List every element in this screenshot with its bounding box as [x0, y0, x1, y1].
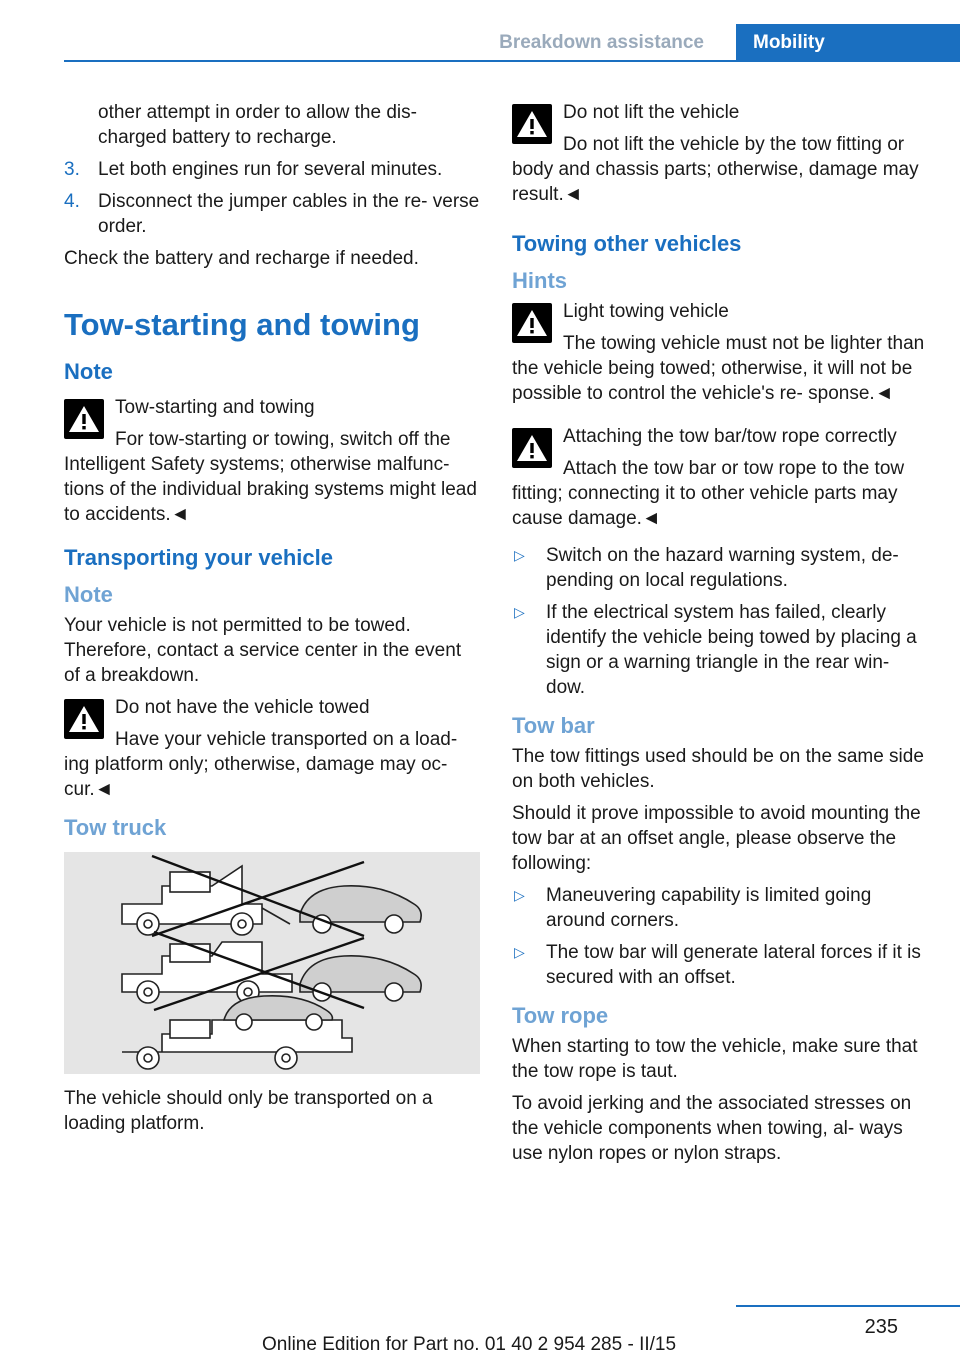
bullet-triangle-icon: ▷ [514, 887, 525, 903]
list-item-text: If the electrical system has failed, clearly identify the vehicle being towed by placing a sign or a warning triangle in the rear win‐ dow. [546, 602, 917, 698]
tow-truck-illustration [64, 852, 480, 1074]
check-battery-text: Check the battery and recharge if needed. [64, 248, 419, 269]
warning-triangle-icon [512, 104, 552, 144]
warning-body: Do not lift the vehicle by the tow fitting or body and chassis parts; otherwise, damage may result.◄ [512, 134, 919, 205]
tow-rope-heading: Tow rope [512, 1003, 609, 1028]
warning-title: Do not lift the vehicle [563, 102, 740, 123]
tow-rope-text: To avoid jerking and the associated stresses on the vehicle components when towing, al‐ ways use nylon ropes or nylon straps. [512, 1093, 912, 1164]
figure-caption: The vehicle should only be transported on a loading platform. [64, 1088, 433, 1134]
towing-hints-list [512, 543, 928, 700]
right-column [512, 100, 928, 1173]
transport-note-heading: Note [64, 582, 113, 607]
step-item [64, 157, 480, 182]
bullet-triangle-icon: ▷ [514, 944, 525, 960]
left-column [64, 100, 480, 1143]
tow-rope-text: When starting to tow the vehicle, make sure that the tow rope is taut. [512, 1036, 918, 1082]
edition-footer: Online Edition for Part no. 01 40 2 954 285 - II/15 [262, 1334, 677, 1355]
tow-bar-heading: Tow bar [512, 713, 595, 738]
car-drawing [300, 886, 421, 933]
tow-bar-text: The tow fittings used should be on the same side on both vehicles. [512, 746, 924, 792]
header-chapter-tab: Mobility [736, 24, 960, 62]
warning-title: Attaching the tow bar/tow rope correctly [563, 426, 897, 447]
warning-block-do-not-lift [512, 100, 928, 207]
tow-truck-heading: Tow truck [64, 815, 167, 840]
hints-heading: Hints [512, 268, 567, 293]
step-text: Disconnect the jumper cables in the re‐ verse order. [98, 191, 480, 237]
warning-body: The towing vehicle must not be lighter than the vehicle being towed; otherwise, it will not be possible to control the vehicle's re‐ sponse.◄ [512, 333, 925, 404]
transport-heading: Transporting your vehicle [64, 545, 333, 570]
tow-bar-text: Should it prove impossible to avoid mounting the tow bar at an offset angle, please observe the following: [512, 803, 921, 874]
warning-triangle-icon [64, 699, 104, 739]
car-drawing [300, 956, 421, 1001]
transport-note-text: Your vehicle is not permitted to be towed. Therefore, contact a service center in the event of a breakdown. [64, 615, 462, 686]
jump-start-steps [64, 157, 480, 239]
warning-body: For tow-starting or towing, switch off the Intelligent Safety systems; otherwise malfunc‐ tions of the individual braking systems might lead to accidents.◄ [64, 429, 477, 525]
tow-bar-list [512, 883, 928, 990]
list-item-text: The tow bar will generate lateral forces if it is secured with an offset. [546, 942, 921, 988]
warning-block-attach-tow-bar [512, 424, 928, 531]
warning-block-tow-starting [64, 395, 480, 527]
page-header [0, 0, 960, 62]
header-rule [64, 60, 960, 62]
warning-body: Have your vehicle transported on a load‐ ing platform only; otherwise, damage may oc‐ cur.◄ [64, 729, 458, 800]
list-item [512, 543, 928, 593]
section-title-tow-starting: Tow-starting and towing [64, 307, 420, 342]
list-item [512, 940, 928, 990]
note-heading: Note [64, 359, 113, 384]
footer-rule [736, 1305, 960, 1307]
towing-other-vehicles-heading: Towing other vehicles [512, 231, 742, 256]
header-section-title: Breakdown assistance [499, 32, 704, 53]
bullet-triangle-icon: ▷ [514, 604, 525, 620]
warning-block-light-towing-vehicle [512, 299, 928, 406]
list-item-text: Maneuvering capability is limited going around corners. [546, 885, 872, 931]
step-text: Let both engines run for several minutes. [98, 159, 443, 180]
continued-step-text: other attempt in order to allow the dis‐ charged battery to recharge. [98, 102, 417, 148]
warning-title: Do not have the vehicle towed [115, 697, 370, 718]
step-item [64, 189, 480, 239]
step-number: 4. [64, 191, 80, 212]
warning-triangle-icon [512, 428, 552, 468]
bullet-triangle-icon: ▷ [514, 547, 525, 563]
warning-block-do-not-tow [64, 695, 480, 802]
step-number: 3. [64, 159, 80, 180]
warning-title: Light towing vehicle [563, 301, 729, 322]
warning-title: Tow-starting and towing [115, 397, 315, 418]
warning-triangle-icon [512, 303, 552, 343]
warning-body: Attach the tow bar or tow rope to the tow fitting; connecting it to other vehicle parts may cause damage.◄ [512, 458, 905, 529]
list-item [512, 600, 928, 700]
list-item-text: Switch on the hazard warning system, de‐ pending on local regulations. [546, 545, 899, 591]
page-number: 235 [864, 1316, 898, 1338]
warning-triangle-icon [64, 399, 104, 439]
list-item [512, 883, 928, 933]
